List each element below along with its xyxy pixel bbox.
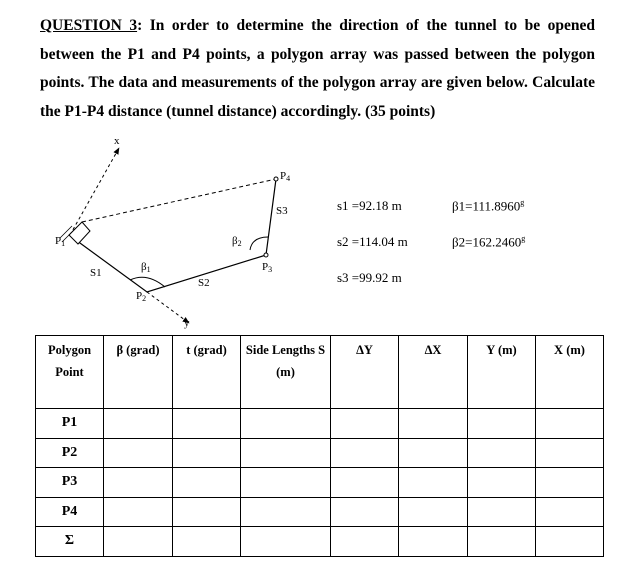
table-cell[interactable] xyxy=(173,497,241,527)
y-axis-line xyxy=(147,292,189,323)
table-cell[interactable] xyxy=(536,468,604,498)
table-cell[interactable] xyxy=(104,497,173,527)
s1-measurement: s1 =92.18 m xyxy=(337,198,402,213)
s2-measurement: s2 =114.04 m xyxy=(337,234,408,249)
beta1-label: β1 xyxy=(141,261,151,274)
point-cell: P2 xyxy=(36,438,104,468)
table-cell[interactable] xyxy=(536,409,604,439)
point-cell: P1 xyxy=(36,409,104,439)
p3-marker xyxy=(264,253,268,257)
table-cell[interactable] xyxy=(104,409,173,439)
table-cell[interactable] xyxy=(536,497,604,527)
table-row xyxy=(36,497,604,527)
table-cell[interactable] xyxy=(399,468,468,498)
x-axis-label: x xyxy=(114,135,120,147)
table-cell[interactable] xyxy=(173,409,241,439)
table-cell[interactable] xyxy=(399,497,468,527)
table-row xyxy=(36,438,604,468)
point-cell: P3 xyxy=(36,468,104,498)
p2-label: P2 xyxy=(136,290,147,303)
s3-label: S3 xyxy=(276,205,288,217)
table-cell[interactable] xyxy=(104,527,173,557)
question-text xyxy=(40,12,595,126)
s3-measurement: s3 =99.92 m xyxy=(337,270,402,285)
table-cell[interactable] xyxy=(536,438,604,468)
beta2-arc xyxy=(250,237,268,250)
question-label: QUESTION 3 xyxy=(40,17,138,34)
table-cell[interactable] xyxy=(241,438,331,468)
column-header: Side Lengths S (m) xyxy=(241,336,331,409)
table-cell[interactable] xyxy=(399,527,468,557)
b1-measurement: β1=111.8960$^g$ xyxy=(452,198,525,214)
right-angle-box xyxy=(69,222,90,244)
p4-marker xyxy=(274,177,278,181)
y-axis-label: y xyxy=(184,317,190,329)
question-body: : In order to determine the direction of the tunnel to be opened between the P1 and P4 points, a polygon array was passed between the polygon points. The data and measurements of the polygon array are given below. Calculate the P1-P4 distance (tunnel distance) accordingly. (35 points) xyxy=(40,17,595,120)
polygon-diagram xyxy=(0,125,340,335)
calculation-table xyxy=(35,335,604,557)
table-cell[interactable] xyxy=(536,527,604,557)
table-cell[interactable] xyxy=(331,409,399,439)
table-cell[interactable] xyxy=(241,497,331,527)
table-cell[interactable] xyxy=(399,438,468,468)
column-header: β (grad) xyxy=(104,336,173,409)
table-cell[interactable] xyxy=(468,527,536,557)
table-row xyxy=(36,468,604,498)
table-cell[interactable] xyxy=(331,468,399,498)
table-cell[interactable] xyxy=(241,527,331,557)
column-header: Polygon Point xyxy=(36,336,104,409)
table-cell[interactable] xyxy=(173,438,241,468)
beta2-label: β2 xyxy=(232,235,242,248)
column-header: Y (m) xyxy=(468,336,536,409)
beta1-arc xyxy=(130,277,165,287)
table-cell[interactable] xyxy=(399,409,468,439)
table-cell[interactable] xyxy=(468,468,536,498)
table-cell[interactable] xyxy=(241,468,331,498)
table-row xyxy=(36,409,604,439)
table-cell[interactable] xyxy=(173,468,241,498)
sum-cell: Σ xyxy=(36,527,104,557)
s2-label: S2 xyxy=(198,277,210,289)
column-header: ΔY xyxy=(331,336,399,409)
table-cell[interactable] xyxy=(468,497,536,527)
table-cell[interactable] xyxy=(468,409,536,439)
table-cell[interactable] xyxy=(104,438,173,468)
s1-label: S1 xyxy=(90,267,102,279)
table-cell[interactable] xyxy=(104,468,173,498)
p1-label: P1 xyxy=(55,235,66,248)
table-cell[interactable] xyxy=(468,438,536,468)
tunnel-line xyxy=(82,179,276,222)
x-axis-line xyxy=(70,148,119,235)
point-cell: P4 xyxy=(36,497,104,527)
table-header-row xyxy=(36,336,604,409)
b2-measurement: β2=162.2460$^g$ xyxy=(452,234,526,250)
p4-label: P4 xyxy=(280,170,291,183)
table-cell[interactable] xyxy=(331,438,399,468)
table-cell[interactable] xyxy=(241,409,331,439)
p3-label: P3 xyxy=(262,261,273,274)
table-cell[interactable] xyxy=(331,497,399,527)
column-header: t (grad) xyxy=(173,336,241,409)
table-row xyxy=(36,527,604,557)
column-header: ΔX xyxy=(399,336,468,409)
table-cell[interactable] xyxy=(331,527,399,557)
column-header: X (m) xyxy=(536,336,604,409)
table-cell[interactable] xyxy=(173,527,241,557)
